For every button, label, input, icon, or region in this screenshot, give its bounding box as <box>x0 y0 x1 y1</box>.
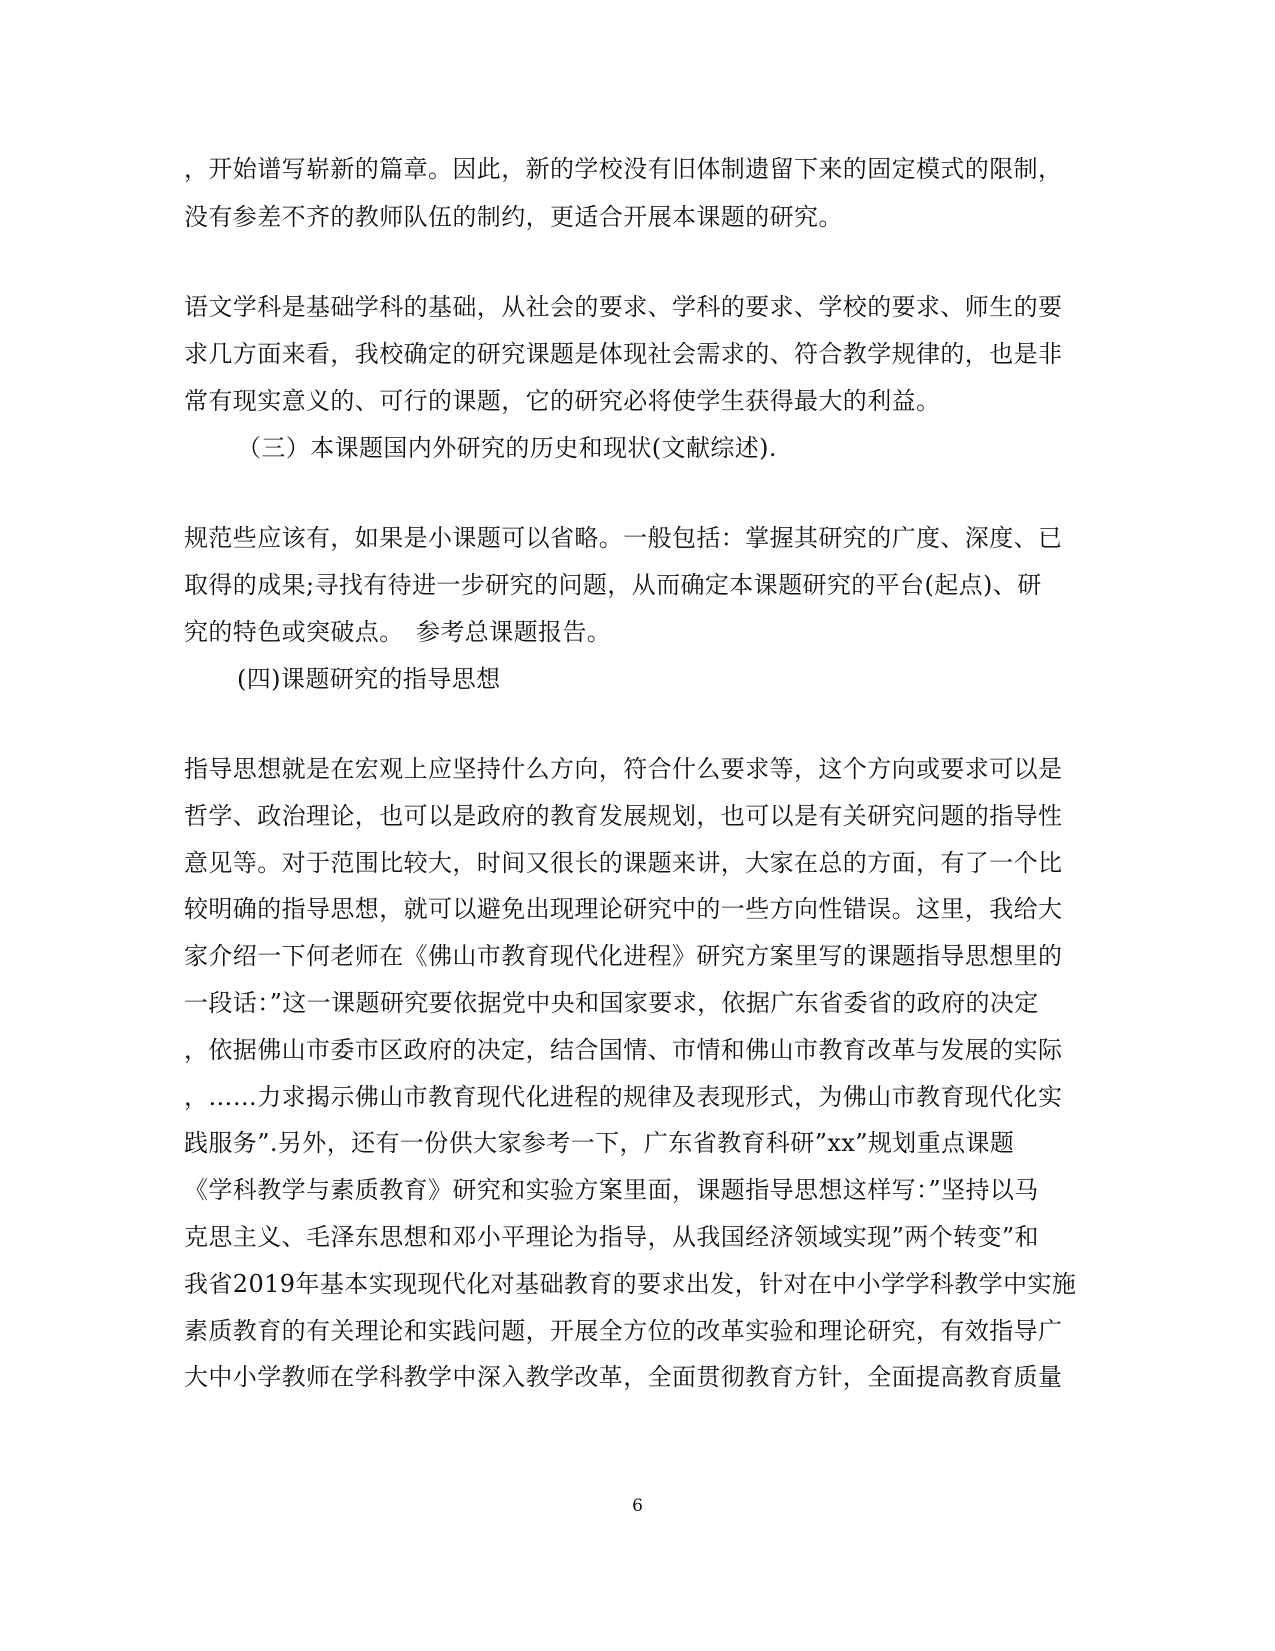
section-heading: (四)课题研究的指导思想 <box>237 665 501 693</box>
body-text-line: 指导思想就是在宏观上应坚持什么方向，符合什么要求等，这个方向或要求可以是 <box>184 755 1063 783</box>
body-text-line: 素质教育的有关理论和实践问题，开展全方位的改革实验和理论研究，有效指导广 <box>184 1317 1063 1345</box>
body-text-line: 常有现实意义的、可行的课题，它的研究必将使学生获得最大的利益。 <box>184 387 941 415</box>
body-text-line: 取得的成果;寻找有待进一步研究的问题，从而确定本课题研究的平台(起点)、研 <box>184 571 1042 599</box>
body-text-line: 我省2019年基本实现现代化对基础教育的要求出发，针对在中小学学科教学中实施 <box>184 1270 1077 1298</box>
body-text-line: 究的特色或突破点。 参考总课题报告。 <box>184 618 612 646</box>
body-text-line: 语文学科是基础学科的基础，从社会的要求、学科的要求、学校的要求、师生的要 <box>184 293 1063 321</box>
body-text-line: 克思主义、毛泽东思想和邓小平理论为指导，从我国经济领域实现”两个转变”和 <box>184 1223 1039 1251</box>
body-text-line: 意见等。对于范围比较大，时间又很长的课题来讲，大家在总的方面，有了一个比 <box>184 849 1063 877</box>
body-text-line: 求几方面来看，我校确定的研究课题是体现社会需求的、符合教学规律的，也是非 <box>184 340 1063 368</box>
body-text-line: ，依据佛山市委市区政府的决定，结合国情、市情和佛山市教育改革与发展的实际 <box>184 1036 1063 1064</box>
body-text-line: ，……力求揭示佛山市教育现代化进程的规律及表现形式，为佛山市教育现代化实 <box>184 1083 1063 1111</box>
body-text-line: 大中小学教师在学科教学中深入教学改革，全面贯彻教育方针，全面提高教育质量 <box>184 1363 1063 1391</box>
body-text-line: 哲学、政治理论，也可以是政府的教育发展规划，也可以是有关研究问题的指导性 <box>184 802 1063 830</box>
body-text-line: 没有参差不齐的教师队伍的制约，更适合开展本课题的研究。 <box>184 203 843 231</box>
body-text-line: ，开始谱写崭新的篇章。因此，新的学校没有旧体制遗留下来的固定模式的限制， <box>184 155 1063 183</box>
body-text-line: 一段话：”这一课题研究要依据党中央和国家要求，依据广东省委省的政府的决定 <box>184 989 1039 1017</box>
page-number: 6 <box>632 1496 643 1516</box>
body-text-line: 践服务”.另外，还有一份供大家参考一下，广东省教育科研”xx”规划重点课题 <box>184 1129 1015 1157</box>
body-text-line: 较明确的指导思想，就可以避免出现理论研究中的一些方向性错误。这里，我给大 <box>184 895 1063 923</box>
body-text-line: 家介绍一下何老师在《佛山市教育现代化进程》研究方案里写的课题指导思想里的 <box>184 942 1063 970</box>
body-text-line: 规范些应该有，如果是小课题可以省略。一般包括：掌握其研究的广度、深度、已 <box>184 524 1063 552</box>
body-text-line: 《学科教学与素质教育》研究和实验方案里面，课题指导思想这样写：”坚持以马 <box>184 1176 1039 1204</box>
section-heading: （三）本课题国内外研究的历史和现状(文献综述). <box>237 434 777 462</box>
